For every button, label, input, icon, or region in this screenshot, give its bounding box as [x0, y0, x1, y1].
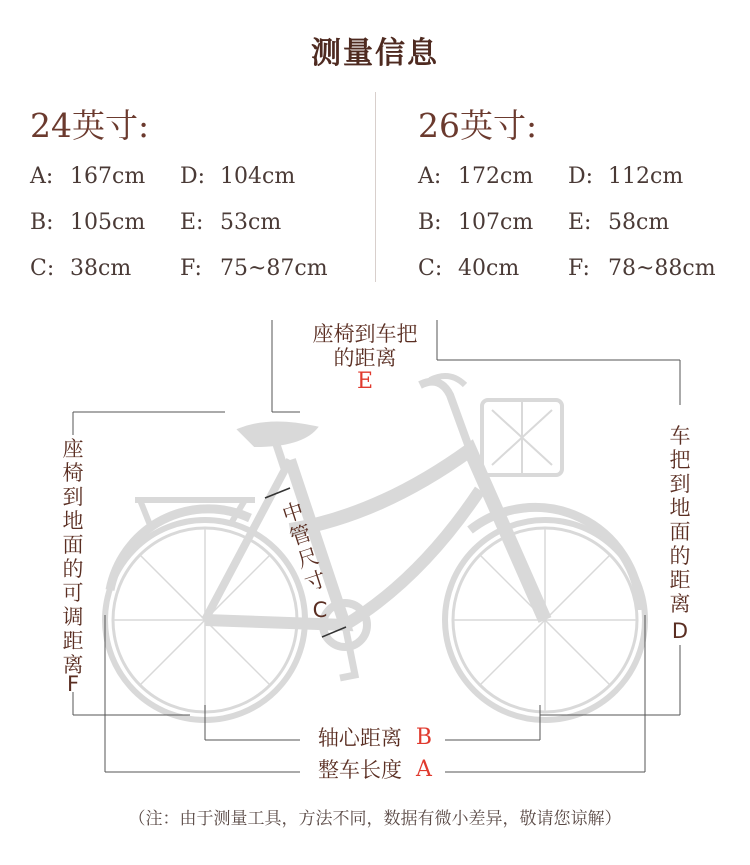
bicycle-icon	[105, 376, 645, 720]
page-title: 测量信息	[311, 36, 439, 71]
c-letter: C	[312, 598, 328, 622]
e-dimension-label: 座椅到车把 的距离 E	[290, 322, 440, 394]
b-letter: B	[415, 725, 433, 750]
footnote: （注：由于测量工具，方法不同，数据有微小差异，敬请您谅解）	[128, 809, 622, 829]
measure-key: E:	[180, 209, 204, 235]
measure-value: 172cm	[458, 163, 534, 189]
measure-value: 107cm	[458, 209, 534, 235]
measure-value: 53cm	[220, 209, 282, 235]
measure-value: 75~87cm	[220, 255, 328, 281]
size-heading: 24英寸:	[30, 106, 150, 145]
measure-value: 104cm	[220, 163, 296, 189]
measure-row	[418, 153, 716, 199]
measure-row	[30, 153, 328, 199]
measure-key: F:	[180, 255, 202, 281]
measure-row	[418, 199, 716, 245]
measure-key: E:	[568, 209, 592, 235]
column-divider	[375, 92, 376, 282]
d-dimension-label: 车把到地面的距离	[669, 424, 691, 616]
measure-value: 112cm	[608, 163, 684, 189]
size-26-section	[418, 100, 716, 291]
measure-row	[418, 245, 716, 291]
measure-key: D:	[568, 163, 594, 189]
c-dimension-label: 中管尺寸	[279, 498, 330, 596]
size-heading: 26英寸:	[418, 106, 538, 145]
measure-key: D:	[180, 163, 206, 189]
measure-value: 167cm	[70, 163, 146, 189]
b-dimension-label: 轴心距离 B	[317, 725, 433, 750]
measure-key: C:	[30, 255, 55, 281]
measure-key: F:	[568, 255, 590, 281]
size-24-section	[30, 100, 328, 291]
measure-value: 78~88cm	[608, 255, 716, 281]
measure-value: 105cm	[70, 209, 146, 235]
d-letter: D	[671, 619, 689, 643]
e-letter: E	[356, 369, 374, 394]
a-dimension-label: 整车长度 A	[318, 757, 432, 782]
measure-key: A:	[418, 163, 442, 189]
measure-key: B:	[418, 209, 442, 235]
measure-key: A:	[30, 163, 54, 189]
a-letter: A	[416, 757, 432, 782]
measure-value: 40cm	[458, 255, 520, 281]
f-letter: F	[66, 672, 80, 696]
f-dimension-label: 座椅到地面的可调距离	[62, 437, 84, 677]
measure-key: B:	[30, 209, 54, 235]
measure-value: 58cm	[608, 209, 670, 235]
measure-value: 38cm	[70, 255, 132, 281]
measure-key: C:	[418, 255, 443, 281]
measure-row	[30, 245, 328, 291]
measure-row	[30, 199, 328, 245]
